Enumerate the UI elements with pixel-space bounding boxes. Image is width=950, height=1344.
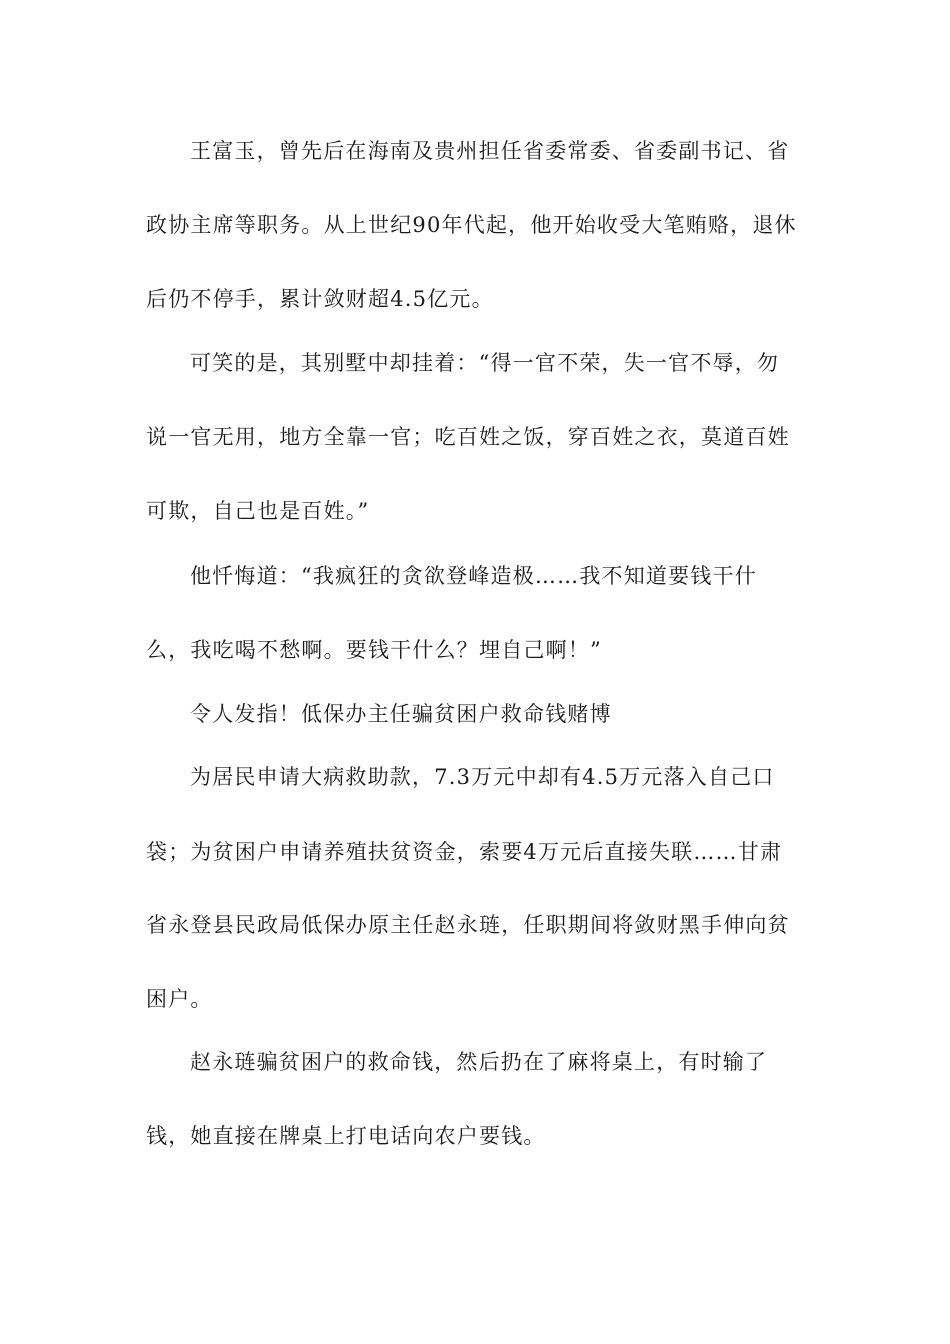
paragraph-3-line-1: 他忏悔道：“我疯狂的贪欲登峰造极……我不知道要钱干什 (190, 564, 757, 588)
paragraph-4-line-1: 为居民申请大病救助款，7.3万元中却有4.5万元落入自己口 (190, 765, 775, 789)
paragraph-1-line-3: 后仍不停手，累计敛财超4.5亿元。 (146, 287, 494, 311)
paragraph-2-line-1: 可笑的是，其别墅中却挂着：“得一官不荣，失一官不辱，勿 (190, 351, 780, 375)
paragraph-2-line-3: 可欺，自己也是百姓。” (146, 499, 370, 523)
paragraph-4-line-4: 困户。 (146, 987, 213, 1011)
paragraph-4-line-3: 省永登县民政局低保办原主任赵永琏，任职期间将敛财黑手伸向贫 (146, 913, 790, 937)
paragraph-3-line-2: 么，我吃喝不愁啊。要钱干什么？埋自己啊！” (146, 638, 602, 662)
paragraph-2-line-2: 说一官无用，地方全靠一官；吃百姓之饭，穿百姓之衣，莫道百姓 (146, 425, 790, 449)
paragraph-1-line-2: 政协主席等职务。从上世纪90年代起，他开始收受大笔贿赂，退休 (146, 213, 797, 237)
paragraph-5-line-1: 赵永琏骗贫困户的救命钱，然后扔在了麻将桌上，有时输了 (190, 1050, 768, 1074)
paragraph-4-line-2: 袋；为贫困户申请养殖扶贫资金，索要4万元后直接失联……甘肃 (146, 840, 783, 864)
paragraph-1-line-1: 王富玉，曾先后在海南及贵州担任省委常委、省委副书记、省 (190, 139, 790, 163)
paragraph-5-line-2: 钱，她直接在牌桌上打电话向农户要钱。 (146, 1124, 546, 1148)
section-heading: 令人发指！低保办主任骗贫困户救命钱赌博 (190, 702, 612, 726)
